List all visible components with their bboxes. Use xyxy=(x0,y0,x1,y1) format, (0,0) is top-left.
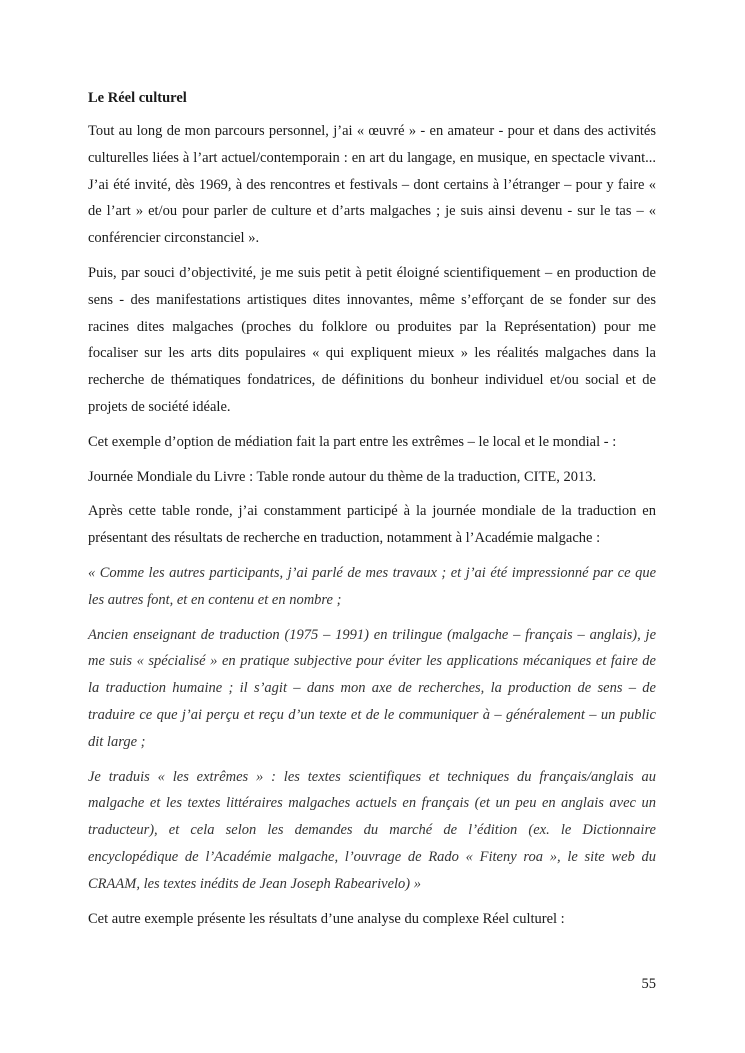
paragraph-journee-mondiale: Journée Mondiale du Livre : Table ronde autour du thème de la traduction, CITE, 2013. xyxy=(88,468,597,485)
paragraph-table-ronde: Après cette table ronde, j’ai constamment participé à la journée mondiale de la traduction en présentant des résultats de recherche en traduction, notamment à l’Académie malgache : xyxy=(88,503,656,547)
quote-extremes: Je traduis « les extrêmes » : les textes scientifiques et techniques du français/anglais au malgache et les textes littéraires malgaches actuels en français (et un peu en anglais avec un traducteur), et cela selon les demandes du marché de l’édition (ex. le Dictionnaire encyclopédique de l’Académie malgache, l’ouvrage de Rado « Fiteny roa », le site web du CRAAM, les textes inédits de Jean Joseph Rabearivelo) » xyxy=(88,768,656,892)
page-number: 55 xyxy=(641,976,656,992)
quote-enseignant: Ancien enseignant de traduction (1975 – 1991) en trilingue (malgache – français – anglais), je me suis « spécialisé » en pratique subjective pour éviter les applications mécaniques et faire de la traduction humaine ; il s’agit – dans mon axe de recherches, la production de sens – de traduire ce que j’ai perçu et reçu d’un texte et de le communiquer à – généralement – un public dit large ; xyxy=(88,626,656,750)
paragraph-exemple-mediation: Cet exemple d’option de médiation fait la part entre les extrêmes – le local et le mondial - : xyxy=(88,433,617,450)
paragraph-closing: Cet autre exemple présente les résultats d’une analyse du complexe Réel culturel : xyxy=(88,910,565,927)
section-heading: Le Réel culturel xyxy=(88,90,187,106)
quote-participants: « Comme les autres participants, j’ai parlé de mes travaux ; et j’ai été impressionné par ce que les autres font, et en contenu et en nombre ; xyxy=(88,564,656,608)
paragraph-objectivite: Puis, par souci d’objectivité, je me suis petit à petit éloigné scientifiquement – en production de sens - des manifestations artistiques dites innovantes, même s’efforçant de se fonder sur des racines dites malgaches (proches du folklore ou produites par la Représentation) pour me focaliser sur les arts dits populaires « qui expliquent mieux » les réalités malgaches dans la recherche de thématiques fondatrices, de définitions du bonheur individuel et/ou social et de projets de société idéale. xyxy=(88,264,656,415)
paragraph-parcours: Tout au long de mon parcours personnel, j’ai « œuvré » - en amateur - pour et dans des activités culturelles liées à l’art actuel/contemporain : en art du langage, en musique, en spectacle vivant... J’ai été invité, dès 1969, à des rencontres et festivals – dont certains à l’étranger – pour y faire « de l’art » et/ou pour parler de culture et d’arts malgaches ; je suis ainsi devenu - sur le tas – « conférencier circonstanciel ». xyxy=(88,123,656,247)
document-page xyxy=(88,88,656,940)
